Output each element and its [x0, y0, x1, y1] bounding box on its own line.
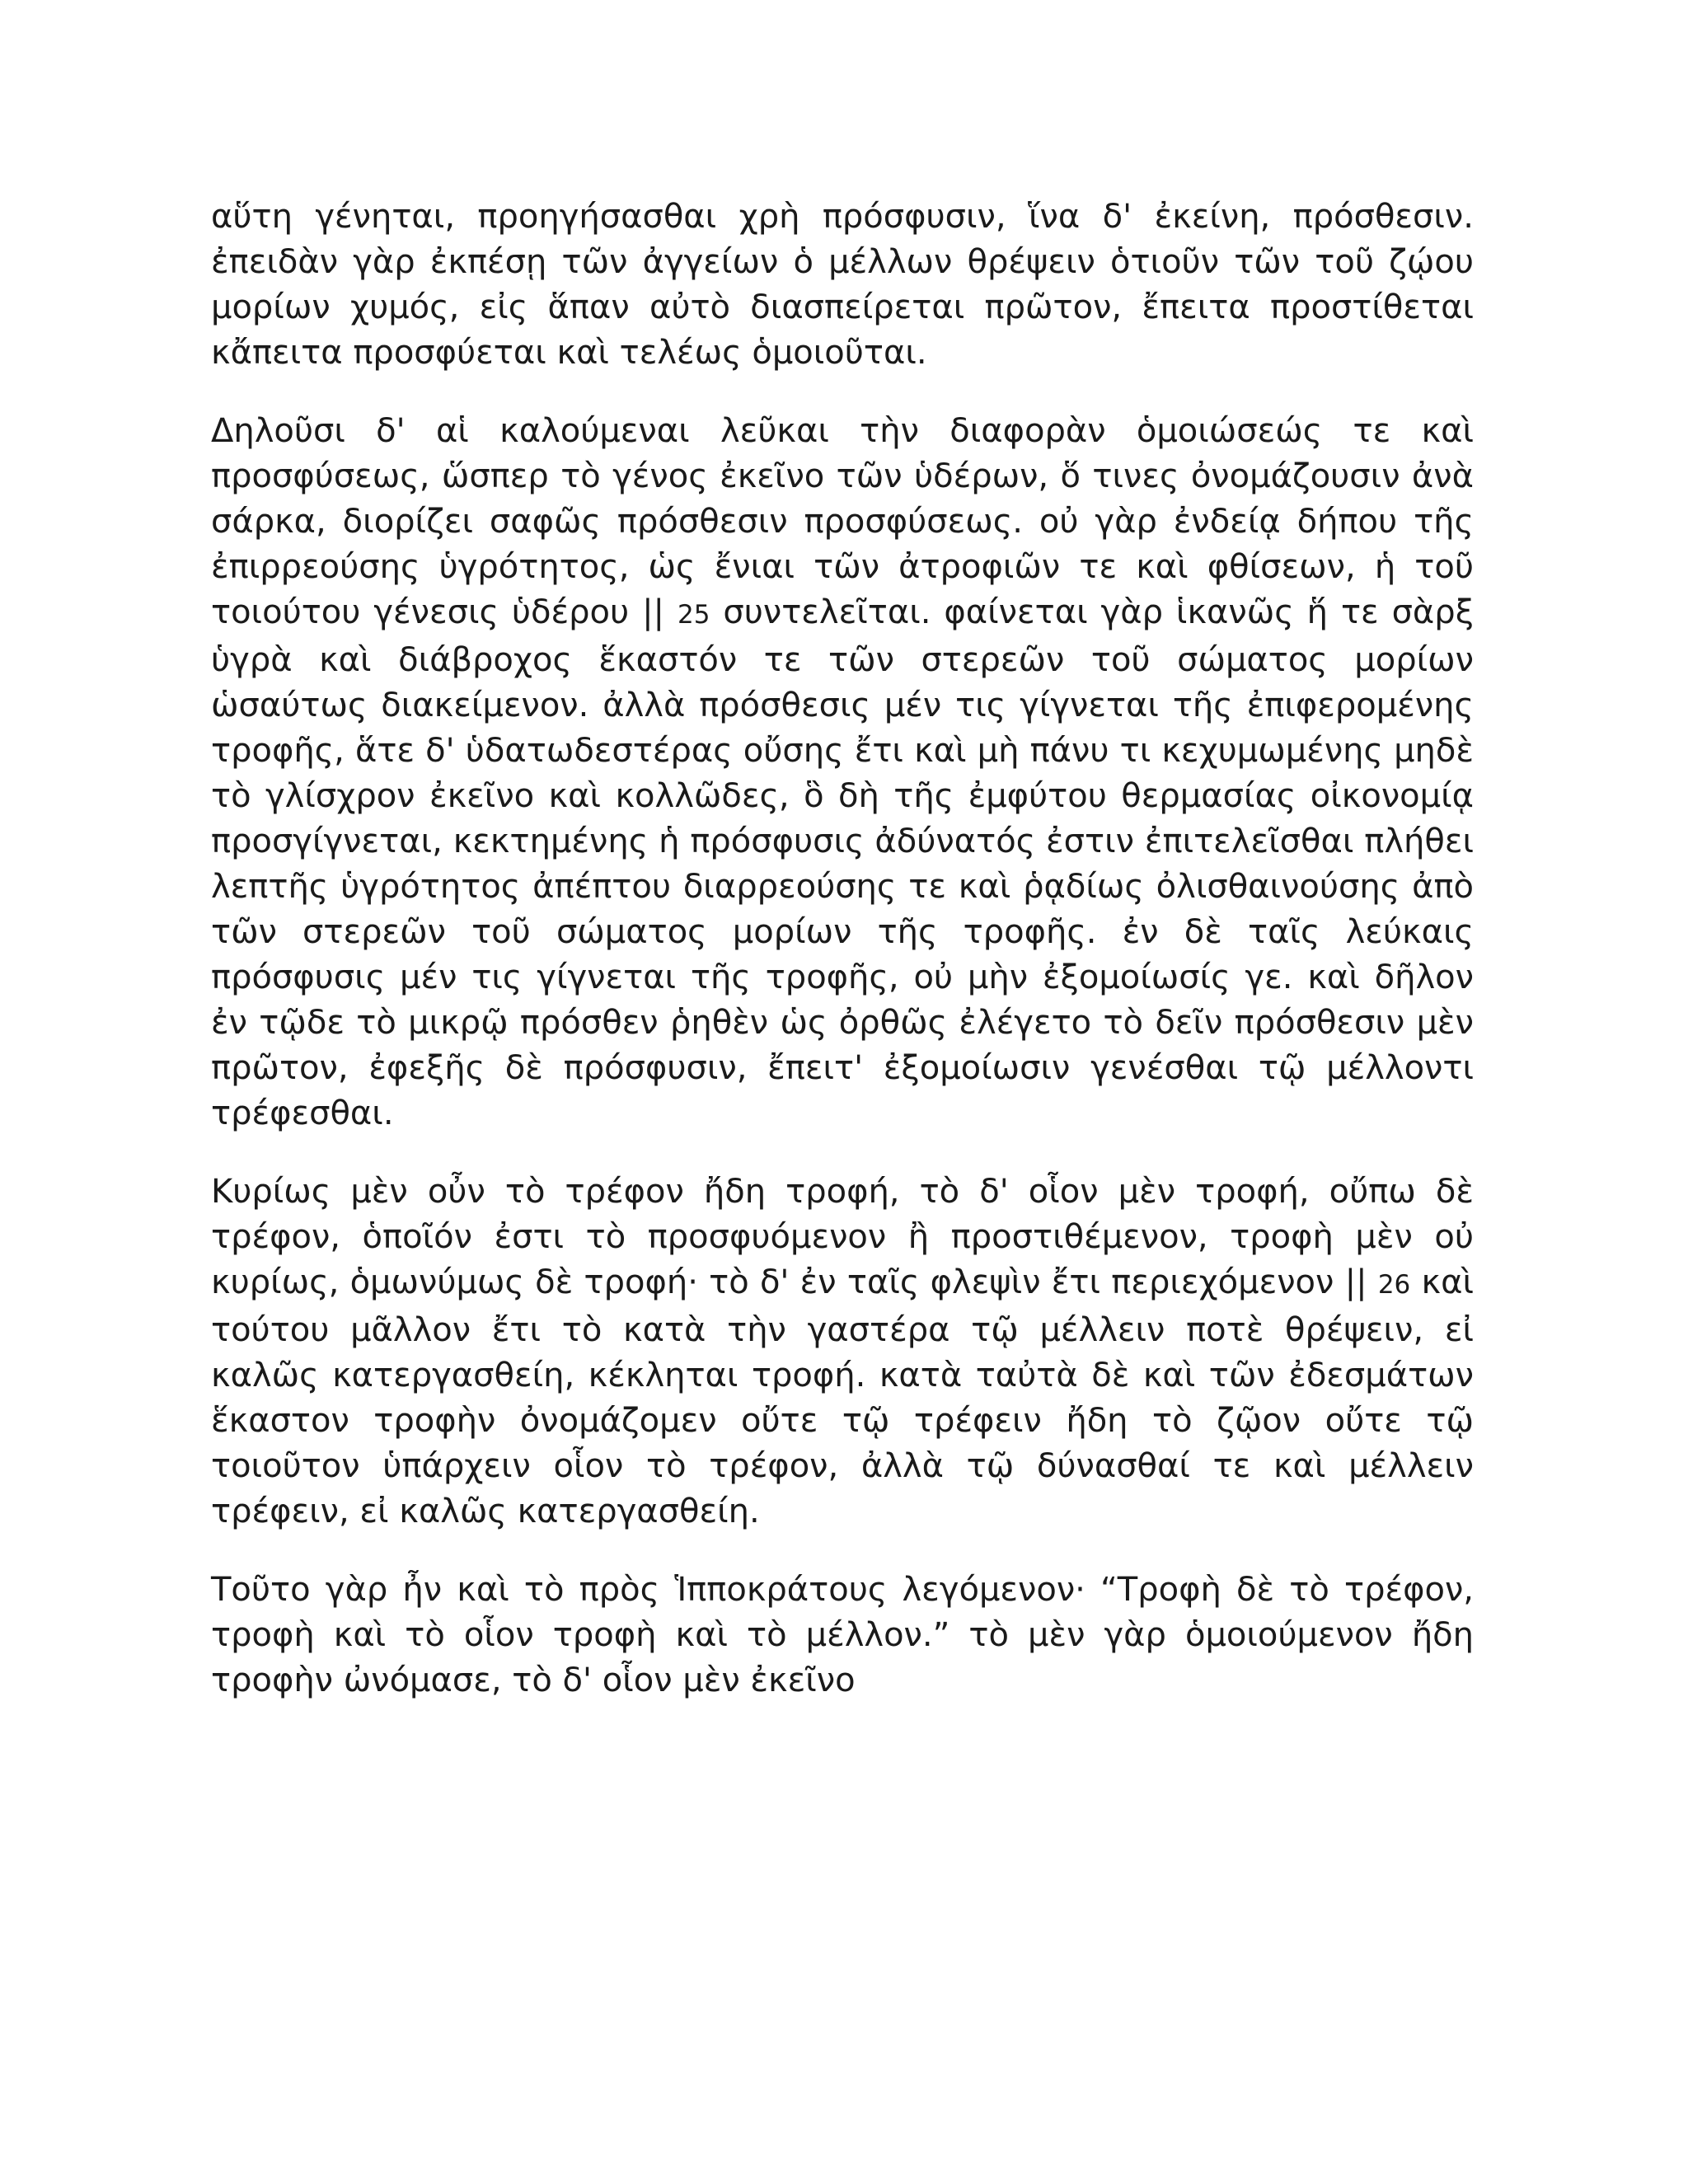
document-page	[211, 194, 1474, 1736]
paragraph-2	[211, 409, 1474, 1137]
paragraph-4: Τοῦτο γὰρ ἦν καὶ τὸ πρὸς Ἱπποκράτους λεγόμενον· “Τροφὴ δὲ τὸ τρέφον, τροφὴ καὶ τὸ οἷον τροφὴ καὶ τὸ μέλλον.” τὸ μὲν γὰρ ὁμοιούμενον ἤδη τροφὴν ὠνόμασε, τὸ δ' οἷον μὲν ἐκεῖνο	[211, 1571, 1474, 1699]
paragraph-1: αὕτη γένηται, προηγήσασθαι χρὴ πρόσφυσιν, ἵνα δ' ἐκείνη, πρόσθεσιν. ἐπειδὰν γὰρ ἐκπέσῃ τῶν ἀγγείων ὁ μέλλων θρέψειν ὁτιοῦν τῶν τοῦ ζῴου μορίων χυμός, εἰς ἅπαν αὐτὸ διασπείρεται πρῶτον, ἔπειτα προστίθεται κἄπειτα προσφύεται καὶ τελέως ὁμοιοῦται.	[211, 198, 1474, 372]
paragraph-3-text-after: καὶ τούτου μᾶλλον ἔτι τὸ κατὰ τὴν γαστέρα τῷ μέλλειν ποτὲ θρέψειν, εἰ καλῶς κατεργασθείη, κέκληται τροφή. κατὰ ταὐτὰ δὲ καὶ τῶν ἐδεσμάτων ἕκαστον τροφὴν ὀνομάζομεν οὔτε τῷ τρέφειν ἤδη τὸ ζῷον οὔτε τῷ τοιοῦτον ὑπάρχειν οἷον τὸ τρέφον, ἀλλὰ τῷ δύνασθαί τε καὶ μέλλειν τρέφειν, εἰ καλῶς κατεργασθείη.	[211, 1263, 1474, 1530]
paragraph-3	[211, 1169, 1474, 1535]
line-number-marker: 26	[1377, 1270, 1411, 1300]
paragraph-2-text-after: συντελεῖται. φαίνεται γὰρ ἱκανῶς ἥ τε σὰρξ ὑγρὰ καὶ διάβροχος ἕκαστόν τε τῶν στερεῶν τοῦ σώματος μορίων ὡσαύτως διακείμενον. ἀλλὰ πρόσθεσις μέν τις γίγνεται τῆς ἐπιφερομένης τροφῆς, ἅτε δ' ὑδατωδεστέρας οὔσης ἔτι καὶ μὴ πάνυ τι κεχυμωμένης μηδὲ τὸ γλίσχρον ἐκεῖνο καὶ κολλῶδες, ὃ δὴ τῆς ἐμφύτου θερμασίας οἰκονομίᾳ προσγίγνεται, κεκτημένης ἡ πρόσφυσις ἀδύνατός ἐστιν ἐπιτελεῖσθαι πλήθει λεπτῆς ὑγρότητος ἀπέπτου διαρρεούσης τε καὶ ῥᾳδίως ὀλισθαινούσης ἀπὸ τῶν στερεῶν τοῦ σώματος μορίων τῆς τροφῆς. ἐν δὲ ταῖς λεύκαις πρόσφυσις μέν τις γίγνεται τῆς τροφῆς, οὐ μὴν ἐξομοίωσίς γε. καὶ δῆλον ἐν τῷδε τὸ μικρῷ πρόσθεν ῥηθὲν ὡς ὀρθῶς ἐλέγετο τὸ δεῖν πρόσθεσιν μὲν πρῶτον, ἐφεξῆς δὲ πρόσφυσιν, ἔπειτ' ἐξομοίωσιν γενέσθαι τῷ μέλλοντι τρέφεσθαι.	[211, 593, 1474, 1132]
paragraph-3-text-before: Κυρίως μὲν οὖν τὸ τρέφον ἤδη τροφή, τὸ δ' οἷον μὲν τροφή, οὔπω δὲ τρέφον, ὁποῖόν ἐστι τὸ προσφυόμενον ἢ προστιθέμενον, τροφὴ μὲν οὐ κυρίως, ὁμωνύμως δὲ τροφή· τὸ δ' ἐν ταῖς φλεψὶν ἔτι περιεχόμενον ||	[211, 1173, 1474, 1301]
line-number-marker: 25	[677, 600, 710, 630]
paragraph-2-text-before: Δηλοῦσι δ' αἱ καλούμεναι λεῦκαι τὴν διαφορὰν ὁμοιώσεώς τε καὶ προσφύσεως, ὥσπερ τὸ γένος ἐκεῖνο τῶν ὑδέρων, ὅ τινες ὀνομάζουσιν ἀνὰ σάρκα, διορίζει σαφῶς πρόσθεσιν προσφύσεως. οὐ γὰρ ἐνδείᾳ δήπου τῆς ἐπιρρεούσης ὑγρότητος, ὡς ἔνιαι τῶν ἀτροφιῶν τε καὶ φθίσεων, ἡ τοῦ τοιούτου γένεσις ὑδέρου ||	[211, 412, 1474, 631]
